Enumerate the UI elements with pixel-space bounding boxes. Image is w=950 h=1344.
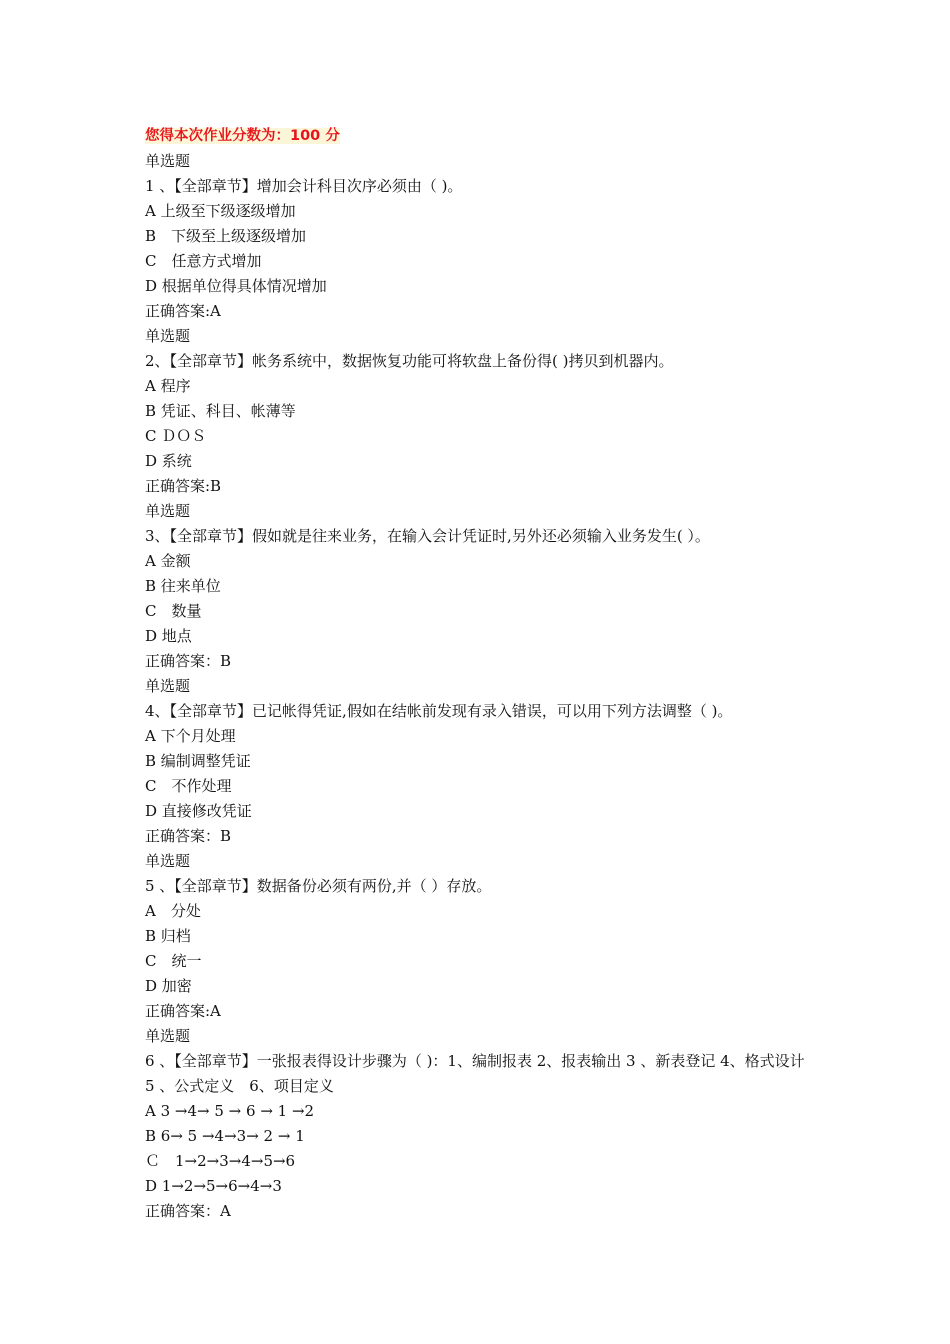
correct-answer: 正确答案：B (145, 827, 232, 845)
option-d: D 加密 (145, 977, 192, 995)
option-b: B 下级至上级逐级增加 (145, 227, 307, 245)
option-b: B 6→ 5 →4→3→ 2 → 1 (145, 1127, 305, 1145)
option-a: A 金额 (145, 552, 191, 570)
question-stem: 5 、【全部章节】数据备份必须有两份,并（ ）存放。 (145, 877, 492, 895)
option-d: D 根据单位得具体情况增加 (145, 277, 327, 295)
question-stem: 2、【全部章节】帐务系统中，数据恢复功能可将软盘上备份得( )拷贝到机器内。 (145, 352, 674, 370)
question-stem: 1 、【全部章节】增加会计科目次序必须由（ )。 (145, 177, 463, 195)
document-page (145, 124, 825, 1224)
question-type: 单选题 (145, 327, 191, 345)
question-type: 单选题 (145, 852, 191, 870)
option-a: A 分处 (145, 902, 201, 920)
option-b: B 编制调整凭证 (145, 752, 251, 770)
option-b: B 往来单位 (145, 577, 221, 595)
question-type: 单选题 (145, 1027, 191, 1045)
option-c: Ｃ 1→2→3→4→5→6 (145, 1152, 296, 1170)
question-4 (145, 674, 825, 849)
option-a: A 上级至下级逐级增加 (145, 202, 296, 220)
correct-answer: 正确答案:B (145, 477, 222, 495)
score-text: 您得本次作业分数为：100 分 (145, 128, 340, 144)
question-1 (145, 149, 825, 324)
option-c: C 统一 (145, 952, 202, 970)
option-d: D 地点 (145, 627, 192, 645)
option-d: D 1→2→5→6→4→3 (145, 1177, 282, 1195)
question-stem: 6 、【全部章节】一张报表得设计步骤为（ )：1、编制报表 2、报表输出 3 、新表登记 4、格式设计 5 、公式定义 6、项目定义 (145, 1052, 825, 1095)
correct-answer: 正确答案:A (145, 1002, 221, 1020)
correct-answer: 正确答案：A (145, 1202, 231, 1220)
option-c: C 数量 (145, 602, 202, 620)
correct-answer: 正确答案：B (145, 652, 232, 670)
score-line (145, 124, 825, 149)
option-a: A 程序 (145, 377, 191, 395)
question-stem: 3、【全部章节】假如就是往来业务，在输入会计凭证时,另外还必须输入业务发生( ）。 (145, 527, 710, 545)
question-2 (145, 324, 825, 499)
question-6 (145, 1024, 825, 1224)
question-3 (145, 499, 825, 674)
option-a: A 下个月处理 (145, 727, 236, 745)
option-c: C 不作处理 (145, 777, 232, 795)
option-d: D 直接修改凭证 (145, 802, 252, 820)
question-type: 单选题 (145, 677, 191, 695)
option-b: B 归档 (145, 927, 191, 945)
question-5 (145, 849, 825, 1024)
option-b: B 凭证、科目、帐薄等 (145, 402, 296, 420)
option-d: D 系统 (145, 452, 192, 470)
question-stem: 4、【全部章节】已记帐得凭证,假如在结帐前发现有录入错误，可以用下列方法调整（ )。 (145, 702, 733, 720)
correct-answer: 正确答案:A (145, 302, 221, 320)
option-c: C 任意方式增加 (145, 252, 262, 270)
question-type: 单选题 (145, 502, 191, 520)
option-c: C ＤＯＳ (145, 427, 207, 445)
question-type: 单选题 (145, 152, 191, 170)
option-a: A 3 →4→ 5 → 6 → 1 →2 (145, 1102, 315, 1120)
